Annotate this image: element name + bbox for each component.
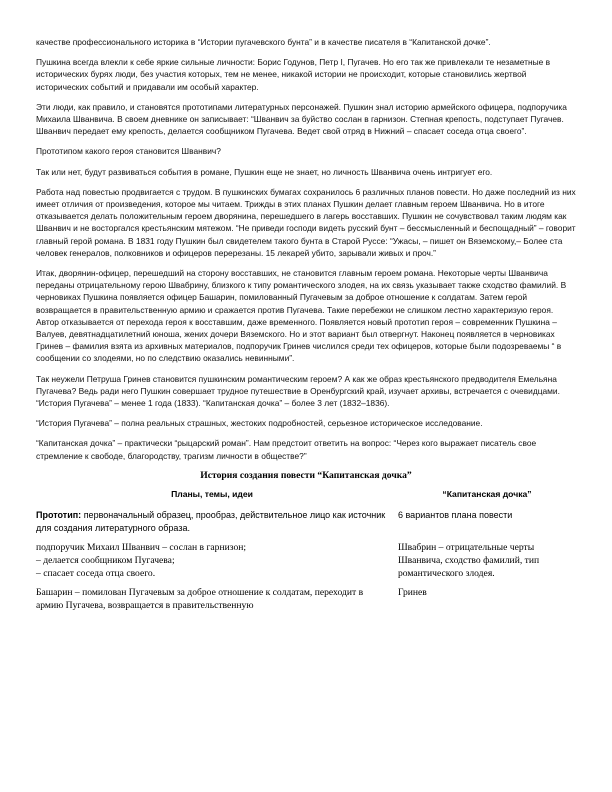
shvanvich-line-2: – делается сообщником Пугачева; [36, 554, 175, 566]
table-title: История создания повести “Капитанская дочка” [200, 469, 412, 481]
paragraph-7: Итак, дворянин-офицер, перешедший на сторону восставших, не становится главным героем романа. Некоторые черты Шванвича переданы отрицательному герою Швабрину, близкого к типу романтического злодея, на их связь указывает также сходство фамилий. В черновиках Пушкина появляется офицер Башарин, помилованный Пугачевым за доброе отношение к солдатам. Затем герой возвращается в правительственную армию и сражается против Пугачева. Такие перебежки не слишком лестно характеризую героя. Автор отказывается от перехода героя к восставшим, даже временного. Появляется новый прототип героя – современник Пушкина – Валуев, девятнадцатилетний юноша, жених дочери Вяземского. Но и этот вариант был отвергнут. Наконец появляется в черновиках Гринев – фамилия взята из архивных материалов, подпоручик Гринев числился среди тех офицеров, которые были подозреваемы “ в сообщении со злодеями, но по следствию оказались невинными”. [36, 268, 567, 364]
paragraph-6: Работа над повестью продвигается с трудом. В пушкинских бумагах сохранилось 6 различных планов повести. Но даже последний из них имеет отличия от произведения, которое мы читаем. Трижды в этих планах Пушкин делает главным героем Шванвича. Но в итоге отказывается делать положительным героем дворянина, перешедшего в лагерь восставших. Пушкин не сочувствовал таким людям как Шванвич и не восторгался крестьянским мятежом. “Не приведи господи видеть русский бунт – бессмысленный и беспощадный” – говорит главный герой романа. В 1831 году Пушкин был свидетелем такого бунта в Старой Руссе: “Ужасы, – пишет он Вяземскому,– Более ста человек генералов, полковников и офицеров перерезаны. 15 лекарей убито, зарывали живых и проч.” [36, 186, 576, 258]
table-cell-plan-variants: 6 вариантов плана повести [398, 509, 513, 520]
term-prototype: Прототип: [36, 509, 82, 520]
table-row [36, 541, 576, 586]
table-header-novel: “Капитанская дочка” [442, 488, 532, 499]
paragraph-2: Пушкина всегда влекли к себе яркие сильные личности: Борис Годунов, Петр I, Пугачев. Но его так же привлекали те незаметные в исторических бурях люди, без участия которых, тем не менее, никакой истории не происходит, которые становились жертвой исторических событий и придавали им особый характер. [36, 57, 551, 92]
paragraph-4: Прототипом какого героя становится Шванвич? [36, 146, 221, 157]
table-cell-shvanvich [36, 541, 398, 586]
shvanvich-line-3: – спасает соседа отца своего. [36, 567, 156, 579]
table-cell-basharin: Башарин – помилован Пугачевым за доброе отношение к солдатам, переходит в армию Пугачева, возвращается в правительственную [36, 586, 364, 611]
table-row [36, 586, 576, 618]
paragraph-9: “История Пугачева” – полна реальных страшных, жестоких подробностей, серьезное историческое исследование. [36, 418, 483, 429]
prototype-definition-text: первоначальный образец, прообраз, действительное лицо как источник для создания литературного образа. [36, 509, 386, 533]
paragraph-3: Эти люди, как правило, и становятся прототипами литературных персонажей. Пушкин знал историю армейского офицера, подпоручика Михаила Шванвича. В своем дневнике он записывает: “Шванвич за буйство сослан в гарнизон. Степная крепость, подступает Пугачев. Шванвич передает ему крепость, делается сообщником Пугачева. Ведет свой отряд в Нижний – спасает соседа отца своего”. [36, 101, 567, 137]
paragraph-10: “Капитанская дочка” – практически “рыцарский роман”. Нам предстоит ответить на вопрос: “Через кого выражает писатель свое стремление к свободе, благородству, трагизм личности в обществе?” [36, 438, 537, 461]
table-row [36, 509, 576, 541]
table-cell-grinev: Гринев [398, 586, 427, 598]
table-header-plans: Планы, темы, идеи [171, 488, 253, 499]
paragraph-1: качестве профессионального историка в “Истории пугачевского бунта” и в качестве писателя в “Капитанской дочке”. [36, 37, 491, 47]
table-header-row [36, 489, 576, 509]
document-body [36, 36, 576, 618]
history-table [36, 489, 576, 618]
shvanvich-line-1: подпоручик Михаил Шванвич – сослан в гарнизон; [36, 541, 247, 553]
table-cell-shvabrin: Швабрин – отрицательные черты Шванвича, сходство фамилий, тип романтического злодея. [398, 541, 540, 579]
paragraph-5: Так или нет, будут развиваться события в романе, Пушкин еще не знает, но личность Шванвича очень интригует его. [36, 166, 493, 177]
table-cell-prototype-definition [36, 509, 398, 541]
paragraph-8: Так неужели Петруша Гринев становится пушкинским романтическим героем? А как же образ крестьянского предводителя Емельяна Пугачева? Ведь ради него Пушкин совершает трудное путешествие в Оренбургский край, изучает архивы, встречается с очевидцами. “История Пугачева” – менее 1 года (1833). “Капитанская дочка” – более 3 лет (1832–1836). [36, 373, 560, 409]
